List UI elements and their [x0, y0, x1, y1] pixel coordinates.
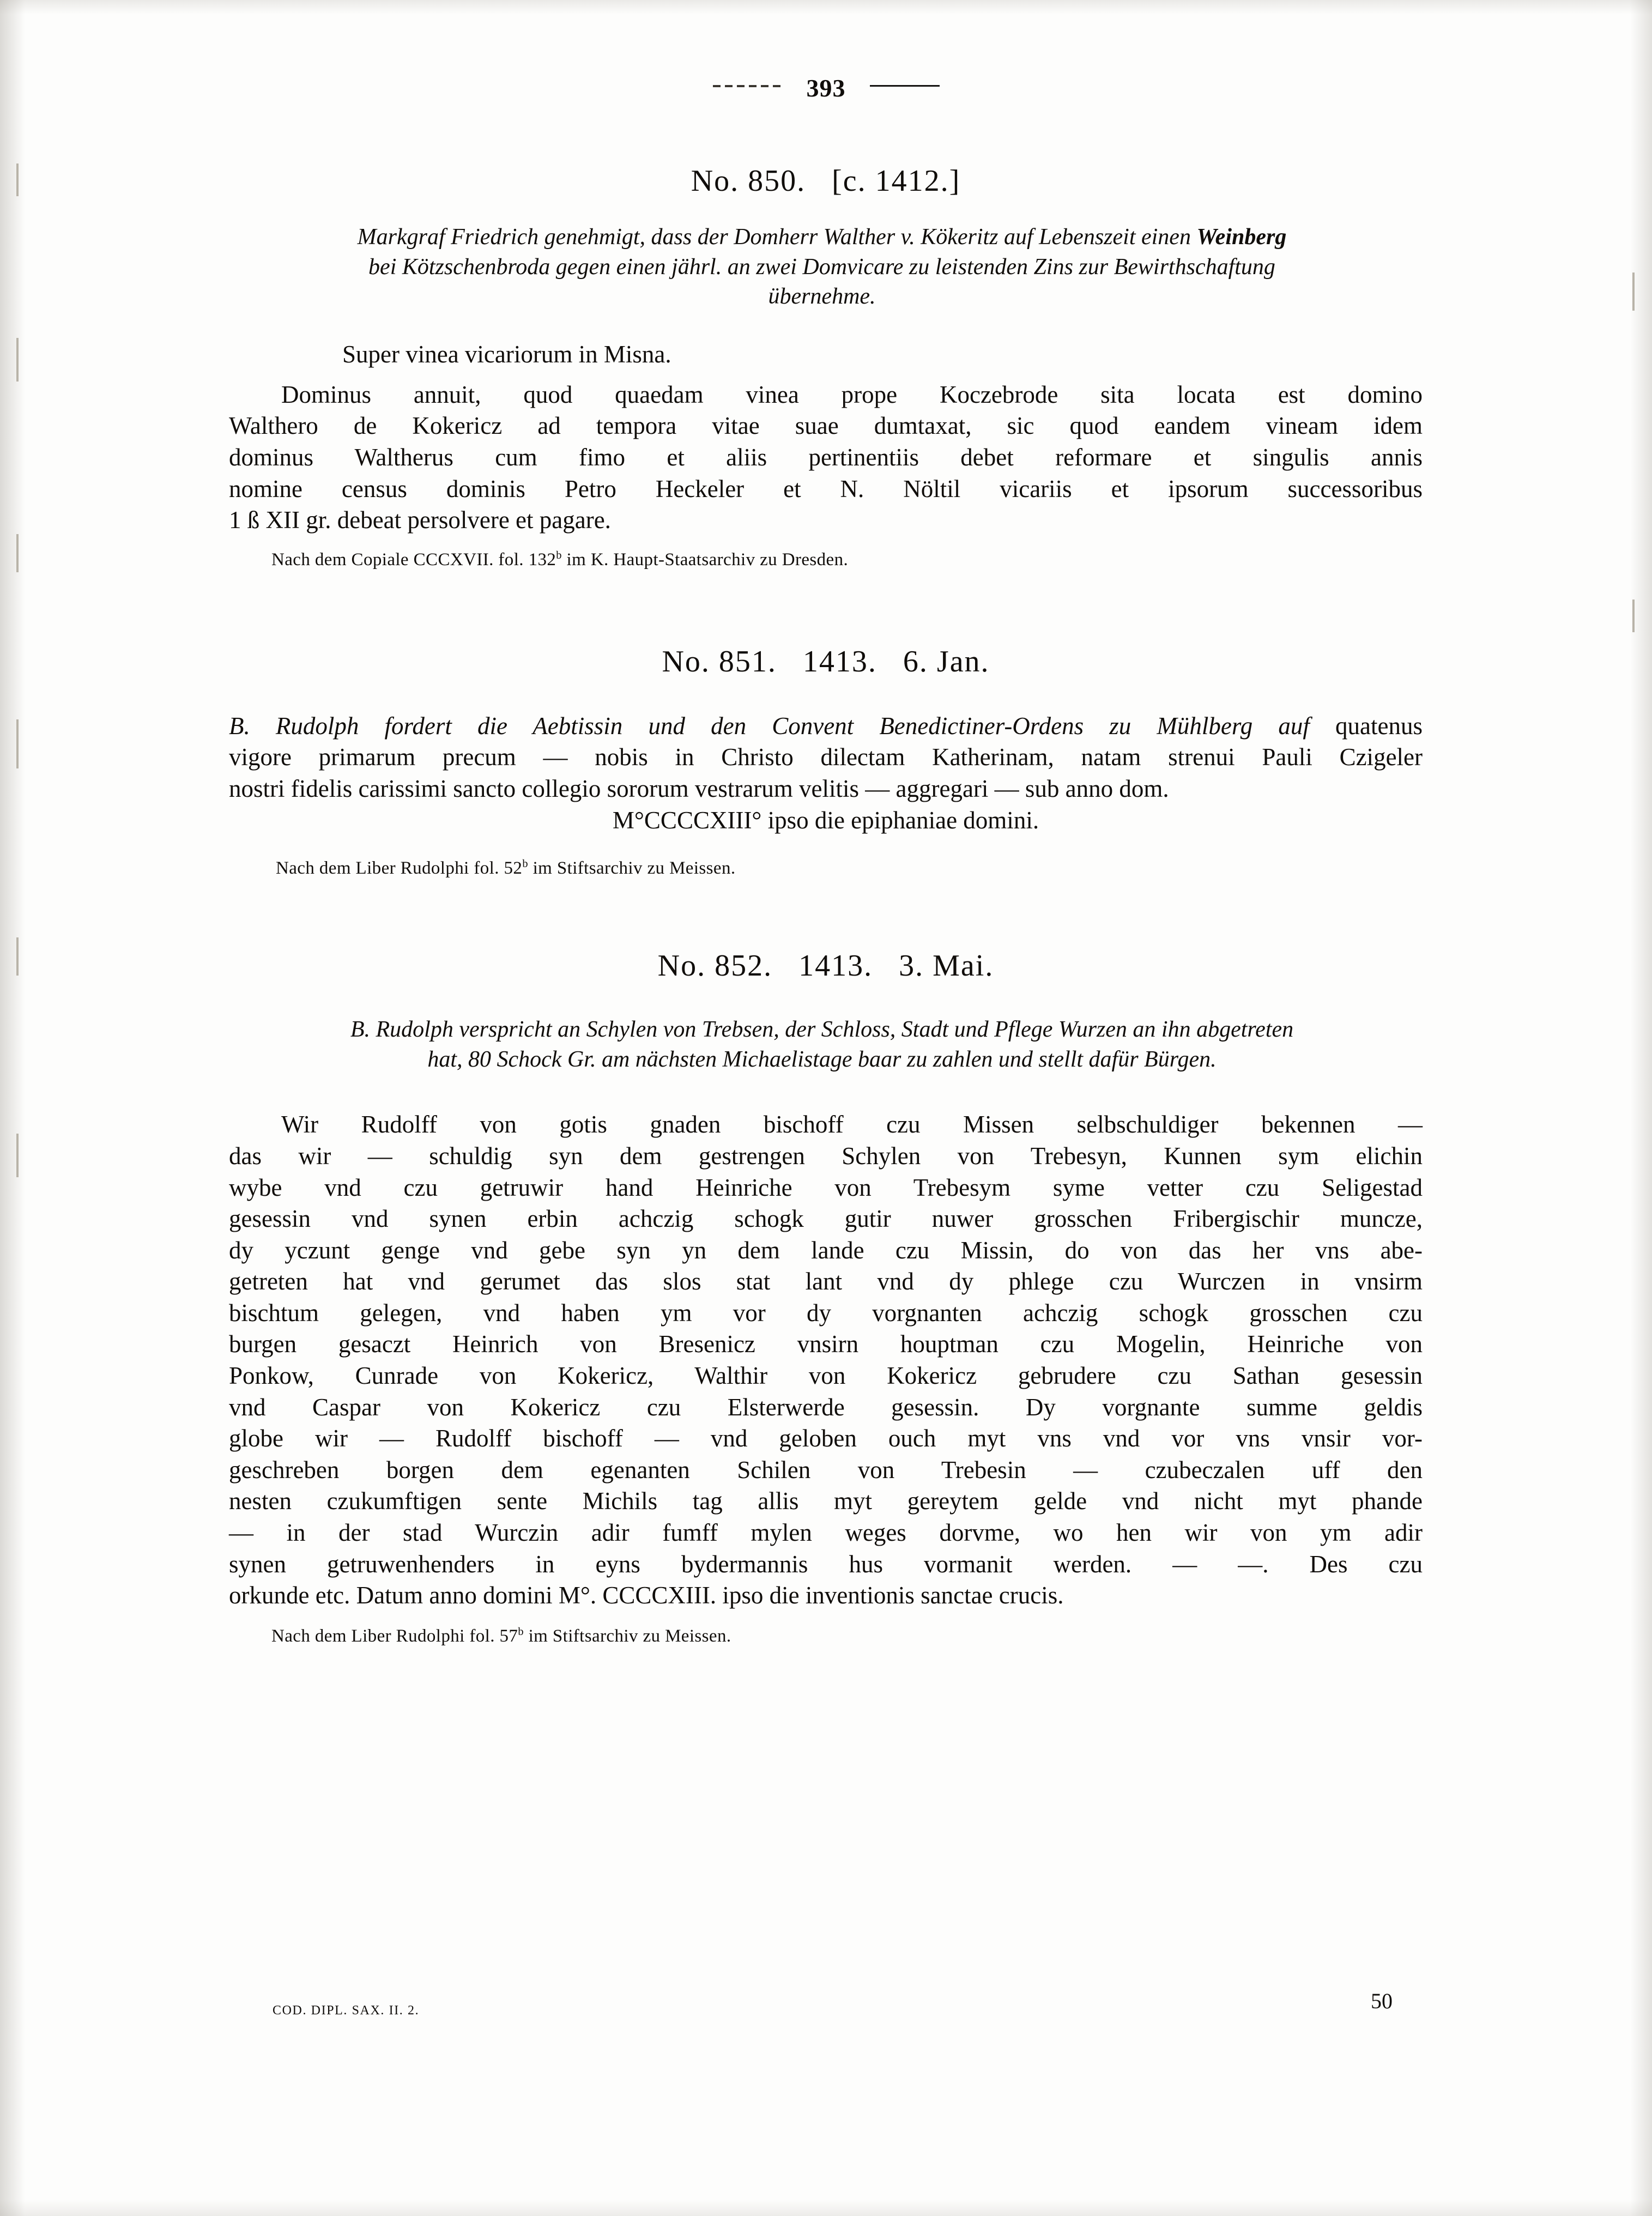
document-source-note-852	[229, 1626, 1423, 1646]
source-note-prefix: Nach dem Copiale CCCXVII. fol. 132	[271, 549, 556, 570]
body-line-text: Dominus annuit, quod quaedam vinea prope Koczebrode sita locata est domino	[281, 380, 1423, 408]
scan-artifact-tick	[16, 1134, 19, 1177]
volume-colophon: COD. DIPL. SAX. II. 2.	[273, 2003, 420, 2018]
document-source-note-851	[229, 858, 1423, 879]
source-note-suffix: im Stiftsarchiv zu Meissen.	[523, 1626, 731, 1646]
scan-artifact-tick	[16, 937, 19, 976]
folio-side-marker: b	[522, 858, 528, 870]
document-subhead-850: Super vinea vicariorum in Misna.	[342, 340, 671, 368]
body-line: vigore primarum precum — nobis in Christo dilectam Katherinam, natam strenui Pauli Czigeler	[229, 743, 1423, 771]
regest-line: B. Rudolph verspricht an Schylen von Trebsen, der Schloss, Stadt und Pflege Wurzen an ihn abgetreten	[350, 1017, 1294, 1043]
body-line: das wir — schuldig syn dem gestrengen Schylen von Trebesyn, Kunnen sym elichin	[229, 1142, 1423, 1170]
regest-inline-italic-851: B. Rudolph fordert die Aebtissin und den Convent Benedictiner-Ordens zu Mühlberg auf	[229, 712, 1310, 740]
source-note-prefix: Nach dem Liber Rudolphi fol. 57	[271, 1626, 518, 1646]
scan-artifact-tick	[16, 164, 19, 196]
regest-keyword-weinberg: Weinberg	[1196, 225, 1287, 250]
body-line: vnd Caspar von Kokericz czu Elsterwerde gesessin. Dy vorgnante summe geldis	[229, 1393, 1423, 1421]
body-line	[229, 1109, 1423, 1141]
body-line-mixed	[229, 711, 1423, 742]
scan-artifact-tick	[16, 534, 19, 572]
body-line: nomine census dominis Petro Heckeler et N. Nöltil vicariis et ipsorum successoribus	[229, 475, 1423, 502]
body-line-roman-tail: quatenus	[1309, 712, 1423, 740]
body-line: dy yczunt genge vnd gebe syn yn dem lande czu Missin, do von das her vns abe-	[229, 1236, 1423, 1264]
regest-line: bei Kötzschenbroda gegen einen jährl. an zwei Domvicare zu leistenden Zins zur Bewirthschaftung	[368, 254, 1275, 280]
page-content-column	[229, 0, 1423, 1646]
page-number: 393	[806, 74, 846, 102]
body-line-text: Wir Rudolff von gotis gnaden bischoff czu Missen selbschuldiger bekennen —	[281, 1111, 1423, 1139]
scan-edge-shadow-right	[1630, 0, 1652, 2216]
body-line: nesten czukumftigen sente Michils tag allis myt gereytem gelde vnd nicht myt phande	[229, 1487, 1423, 1515]
scan-edge-shadow-bottom	[0, 2200, 1652, 2216]
body-line	[229, 379, 1423, 411]
body-line: synen getruwenhenders in eyns bydermannis hus vormanit werden. — —. Des czu	[229, 1550, 1423, 1578]
document-regest-852	[206, 1015, 1438, 1074]
body-line: nostri fidelis carissimi sancto collegio sororum vestrarum velitis — aggregari — sub anno dom.	[229, 774, 1169, 802]
source-note-suffix: im Stiftsarchiv zu Meissen.	[528, 858, 736, 879]
document-heading-851: No. 851. 1413. 6. Jan.	[662, 644, 990, 679]
scan-artifact-tick	[1632, 273, 1635, 311]
scan-artifact-tick	[1632, 600, 1635, 632]
regest-line: hat, 80 Schock Gr. am nächsten Michaelistage baar zu zahlen und stellt dafür Bürgen.	[427, 1046, 1217, 1072]
scan-edge-shadow-left	[0, 0, 25, 2216]
body-line: Walthero de Kokericz ad tempora vitae suae dumtaxat, sic quod eandem vineam idem	[229, 412, 1423, 440]
body-line: 1 ß XII gr. debeat persolvere et pagare.	[229, 506, 611, 534]
document-heading-850: No. 850. [c. 1412.]	[691, 164, 961, 198]
body-line: orkunde etc. Datum anno domini M°. CCCCXIII. ipso die inventionis sanctae crucis.	[229, 1582, 1064, 1609]
document-source-note-850	[229, 549, 1423, 570]
body-line: gesessin vnd synen erbin achczig schogk gutir nuwer grosschen Fribergischir muncze,	[229, 1205, 1423, 1233]
source-note-suffix: im K. Haupt-Staatsarchiv zu Dresden.	[561, 549, 849, 570]
regest-line: übernehme.	[768, 284, 876, 310]
body-line: burgen gesaczt Heinrich von Bresenicz vnsirn houptman czu Mogelin, Heinriche von	[229, 1330, 1423, 1358]
body-line-dating-clause: M°CCCCXIII° ipso die epiphaniae domini.	[612, 806, 1039, 834]
regest-line	[206, 222, 1438, 252]
document-body-850	[229, 379, 1423, 536]
scan-artifact-tick	[16, 338, 19, 382]
source-note-prefix: Nach dem Liber Rudolphi fol. 52	[276, 858, 523, 879]
document-heading-852: No. 852. 1413. 3. Mai.	[657, 949, 994, 983]
folio-side-marker: b	[556, 549, 562, 561]
document-body-851	[229, 711, 1423, 836]
gathering-signature: 50	[1371, 1989, 1393, 2013]
body-line: geschreben borgen dem egenanten Schilen von Trebesin — czubeczalen uff den	[229, 1456, 1423, 1484]
body-line: wybe vnd czu getruwir hand Heinriche von Trebesym syme vetter czu Seligestad	[229, 1173, 1423, 1201]
scan-artifact-tick	[16, 719, 19, 768]
folio-side-marker: b	[518, 1625, 524, 1638]
document-body-852	[229, 1109, 1423, 1612]
document-regest-850	[206, 222, 1438, 312]
body-line: getreten hat vnd gerumet das slos stat lant vnd dy phlege czu Wurczen in vnsirm	[229, 1268, 1423, 1295]
body-line: — in der stad Wurczin adir fumff mylen weges dorvme, wo hen wir von ym adir	[229, 1519, 1423, 1547]
body-line: Ponkow, Cunrade von Kokericz, Walthir von Kokericz gebrudere czu Sathan gesessin	[229, 1362, 1423, 1390]
body-line: globe wir — Rudolff bischoff — vnd geloben ouch myt vns vnd vor vns vnsir vor-	[229, 1425, 1423, 1452]
body-line: bischtum gelegen, vnd haben ym vor dy vorgnanten achczig schogk grosschen czu	[229, 1299, 1423, 1327]
body-line: dominus Waltherus cum fimo et aliis pertinentiis debet reformare et singulis annis	[229, 443, 1423, 471]
regest-line-text: Markgraf Friedrich genehmigt, dass der Domherr Walther v. Kökeritz auf Lebenszeit einen	[357, 225, 1197, 250]
